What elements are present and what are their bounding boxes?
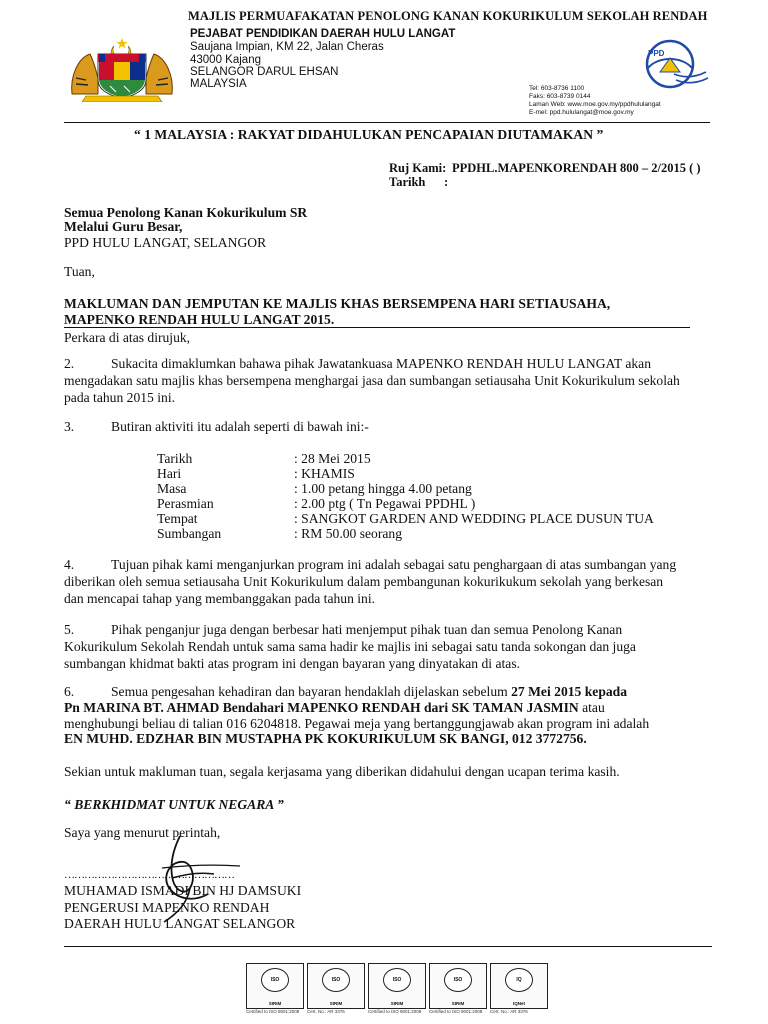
date-separator: : [444,175,449,189]
ref-label: Ruj Kami: [389,161,447,175]
detail-label: Tarikh [157,451,193,466]
para2-line-3: pada tahun 2015 ini. [64,390,175,405]
para5-line-3: sumbangan khidmat bakti atas program ini dengan bayaran yang dinyatakan di atas. [64,656,521,671]
cert-logo-2 [307,963,365,1009]
para4-line-1: Tujuan pihak kami menganjurkan program ini adalah sebagai satu penghargaan di atas sumbangan yang [111,557,677,572]
detail-label: Perasmian [157,496,214,511]
cert-note: Certified to ISO 9001:2008 [429,1009,483,1014]
signatory-district: DAERAH HULU LANGAT SELANGOR [64,916,296,931]
sirim-icon: ISO [322,968,350,992]
contact-fax: Faks: 603-8739 0144 [529,93,591,100]
ref-value: PPDHL.MAPENKORENDAH 800 – 2/2015 ( ) [452,161,701,175]
date-label: Tarikh [389,175,426,189]
subject-line-1: MAKLUMAN DAN JEMPUTAN KE MAJLIS KHAS BERSEMPENA HARI SETIAUSAHA, [64,296,611,311]
address-line-2: 43000 Kajang [190,54,261,66]
subject-line-2: MAPENKO RENDAH HULU LANGAT 2015. [64,312,335,327]
para4-line-2: diberikan oleh semua setiausaha Unit Kokurikulum dalam pembangunan kokurikukum sekolah yang berkesan [64,574,664,589]
cert-note: Cert. No.: AR 3376 [307,1009,345,1014]
detail-label: Tempat [157,511,198,526]
closing-text: Sekian untuk makluman tuan, segala kerjasama yang diberikan didahului dengan ucapan terima kasih. [64,764,620,779]
para6-line-4: EN MUHD. EDZHAR BIN MUSTAPHA PK KOKURIKULUM SK BANGI, 012 3772756. [64,731,587,746]
para5-number: 5. [64,622,75,637]
cert-name: SIRIM [390,1001,404,1006]
sirim-icon: ISO [261,968,289,992]
cert-logo-4 [429,963,487,1009]
subject-underline [64,327,690,328]
para4-number: 4. [64,557,75,572]
para6-deadline: 27 Mei 2015 kepada [511,684,628,699]
address-line-1: Saujana Impian, KM 22, Jalan Cheras [190,41,384,53]
para4-line-3: dan mencapai tahap yang membanggakan pada tahun ini. [64,591,376,606]
sirim-icon: ISO [383,968,411,992]
detail-value: : 1.00 petang hingga 4.00 petang [294,481,472,496]
sirim-icon: ISO [444,968,472,992]
council-name: MAJLIS PERMUAFAKATAN PENOLONG KANAN KOKURIKULUM SEKOLAH RENDAH [188,9,708,23]
para3-number: 3. [64,419,75,434]
ppd-logo [634,38,710,90]
para3-text: Butiran aktiviti itu adalah seperti di bawah ini:- [111,419,369,434]
motto: “ BERKHIDMAT UNTUK NEGARA ” [64,797,284,812]
cert-logo-3 [368,963,426,1009]
cert-name: SIRIM [451,1001,465,1006]
cert-name: SIRIM [268,1001,282,1006]
para6-number: 6. [64,684,75,699]
slogan: “ 1 MALAYSIA : RAKYAT DIDAHULUKAN PENCAPAIAN DIUTAMAKAN ” [134,127,604,142]
ppd-logo-text: PPD [648,49,665,58]
para2-line-2: mengadakan satu majlis khas bersempena menghargai jasa dan sumbangan setiausaha Unit Kokurikulum sekolah [64,373,680,388]
para2-number: 2. [64,356,75,371]
cert-logo-5 [490,963,548,1009]
detail-value: : SANGKOT GARDEN AND WEDDING PLACE DUSUN TUA [294,511,654,526]
recipient-line-3: PPD HULU LANGAT, SELANGOR [64,235,267,250]
para6-line-3: menghubungi beliau di talian 016 6204818. Pegawai meja yang bertanggungjawab akan program ini adalah [64,716,650,731]
iqnet-icon: IQ [505,968,533,992]
detail-value: : 2.00 ptg ( Tn Pegawai PPDHL ) [294,496,476,511]
address-line-3: SELANGOR DARUL EHSAN [190,66,339,78]
detail-value: : KHAMIS [294,466,355,481]
coat-of-arms-logo [68,36,176,102]
detail-value: : 28 Mei 2015 [294,451,371,466]
para6-atau: atau [578,700,605,715]
cert-logo-1 [246,963,304,1009]
cert-note: Certified to ISO 9001:2008 [368,1009,422,1014]
header-rule [64,122,710,123]
signatory-title: PENGERUSI MAPENKO RENDAH [64,900,270,915]
recipient-line-1: Semua Penolong Kanan Kokurikulum SR [64,205,308,220]
contact-web[interactable]: Laman Web: www.moe.gov.my/ppdhululangat [529,101,661,108]
contact-tel: Tel: 603-8736 1100 [529,85,585,92]
sign-intro: Saya yang menurut perintah, [64,825,221,840]
footer-rule [64,946,712,947]
recipient-line-2: Melalui Guru Besar, [64,219,183,234]
para6-line-1 [111,684,627,700]
para5-line-1: Pihak penganjur juga dengan berbesar hati menjemput pihak tuan dan semua Penolong Kanan [111,622,623,637]
detail-label: Hari [157,466,182,481]
cert-note: Certified to ISO 9001:2008 [246,1009,300,1014]
detail-label: Masa [157,481,187,496]
perkara-line: Perkara di atas dirujuk, [64,330,191,345]
salutation: Tuan, [64,264,95,279]
cert-note: Cert. No.: AR 3376 [490,1009,528,1014]
cert-name: IQNet [512,1001,525,1006]
para6-line-2 [64,700,605,716]
contact-email[interactable]: E-mel: ppd.hululangat@moe.gov.my [529,109,634,116]
detail-value: : RM 50.00 seorang [294,526,402,541]
office-name: PEJABAT PENDIDIKAN DAERAH HULU LANGAT [190,28,456,40]
detail-label: Sumbangan [157,526,222,541]
signature-dots: …………………………………………… [64,869,234,881]
cert-name: SIRIM [329,1001,343,1006]
para6-treasurer: Pn MARINA BT. AHMAD Bendahari MAPENKO RENDAH dari SK TAMAN JASMIN [64,700,579,715]
para6-line-1-text: Semua pengesahan kehadiran dan bayaran hendaklah dijelaskan sebelum [111,684,512,699]
para5-line-2: Kokurikulum Sekolah Rendah untuk sama sama hadir ke majlis ini sebagai satu tanda sokongan dan juga [64,639,636,654]
para2-line-1: Sukacita dimaklumkan bahawa pihak Jawatankuasa MAPENKO RENDAH HULU LANGAT akan [111,356,651,371]
address-line-4: MALAYSIA [190,78,247,90]
signatory-name: MUHAMAD ISMADI BIN HJ DAMSUKI [64,883,302,898]
